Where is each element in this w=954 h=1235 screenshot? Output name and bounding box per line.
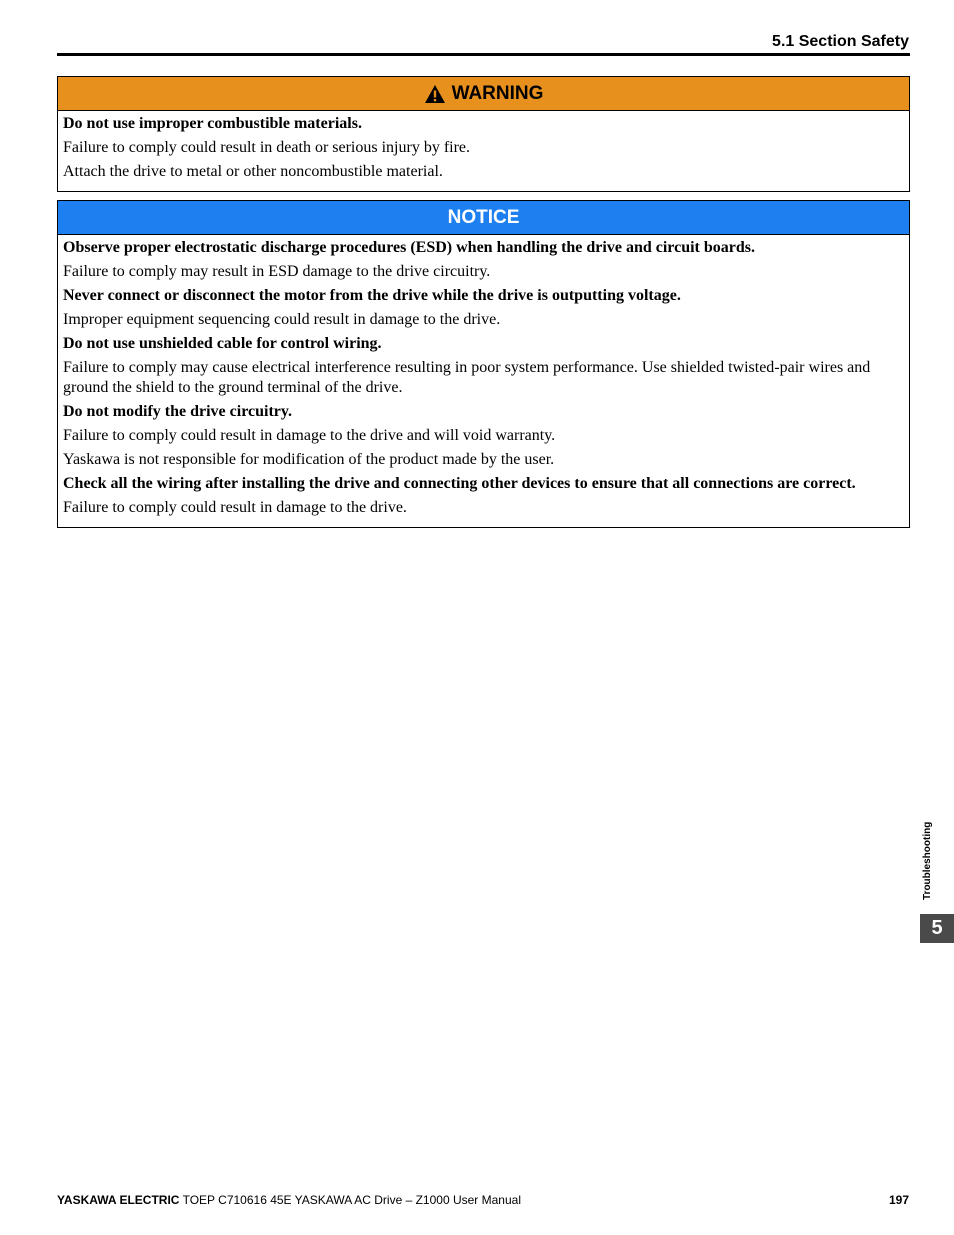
notice-paragraph: Observe proper electrostatic discharge procedures (ESD) when handling the drive and circuit boards.: [63, 239, 755, 256]
notice-paragraph: Never connect or disconnect the motor from the drive while the drive is outputting voltage.: [63, 287, 681, 304]
warning-label: WARNING: [451, 82, 544, 104]
warning-paragraph: Failure to comply could result in death or serious injury by fire.: [63, 139, 471, 156]
chapter-number-tab: 5: [920, 914, 954, 943]
warning-header: [58, 77, 909, 111]
section-title: 5.1 Section Safety: [772, 33, 909, 50]
notice-paragraph: Failure to comply may result in ESD damage to the drive circuitry.: [63, 263, 491, 280]
notice-paragraph: Improper equipment sequencing could result in damage to the drive.: [63, 311, 501, 328]
warning-paragraph: Do not use improper combustible materials.: [63, 115, 362, 132]
footer-manual-info: [57, 1193, 521, 1207]
warning-triangle-icon: [424, 84, 446, 104]
notice-paragraph: Failure to comply could result in damage to the drive.: [63, 499, 407, 516]
warning-box: [57, 76, 910, 192]
notice-paragraph: Do not modify the drive circuitry.: [63, 403, 293, 420]
notice-paragraph: Yaskawa is not responsible for modification of the product made by the user.: [63, 451, 555, 468]
notice-paragraph: Do not use unshielded cable for control wiring.: [63, 335, 382, 352]
notice-header: [58, 201, 909, 235]
notice-box: [57, 200, 910, 528]
side-tab-label: Troubleshooting: [922, 821, 933, 900]
warning-paragraph: Attach the drive to metal or other noncombustible material.: [63, 163, 443, 180]
header-divider: [57, 53, 910, 56]
notice-paragraph: Failure to comply may cause electrical interference resulting in poor system performance. Use shielded twisted-pair wires and ground the shield to the ground terminal of the drive.: [63, 359, 871, 396]
notice-body: [58, 235, 909, 527]
footer-brand: YASKAWA ELECTRIC: [57, 1193, 180, 1207]
footer-manual-title: TOEP C710616 45E YASKAWA AC Drive – Z1000 User Manual: [182, 1193, 521, 1207]
page-number: 197: [888, 1193, 909, 1207]
notice-label: NOTICE: [447, 206, 520, 228]
notice-paragraph: Check all the wiring after installing the drive and connecting other devices to ensure that all connections are correct.: [63, 475, 856, 492]
warning-body: [58, 111, 909, 191]
notice-paragraph: Failure to comply could result in damage to the drive and will void warranty.: [63, 427, 556, 444]
